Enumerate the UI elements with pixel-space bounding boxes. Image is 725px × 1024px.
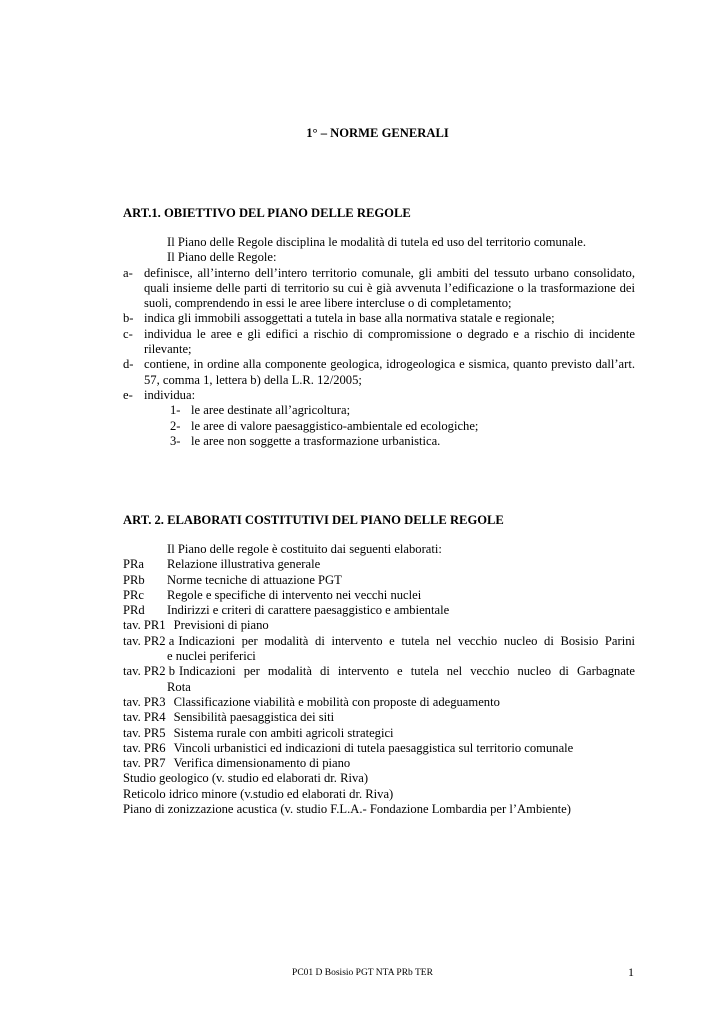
list-item-b (123, 311, 635, 326)
sub-num: 3- (170, 433, 181, 448)
sub-item-2 (123, 419, 635, 434)
tav-row-pr6 (123, 741, 635, 756)
list-text: contiene, in ordine alla componente geologica, idrogeologica e sismica, quanto previsto dall’art. 57, comma 1, lettera b) della L.R. 12/2005; (144, 357, 635, 387)
footer-doc-code: PC01 D Bosisio PGT NTA PRb TER (292, 968, 433, 978)
tav-desc: Sistema rurale con ambiti agricoli strategici (173, 725, 394, 740)
art1-body (123, 235, 635, 449)
tav-code: tav. PR7 (123, 756, 166, 771)
page-number: 1 (628, 965, 634, 979)
tav-row-pr7 (123, 756, 635, 771)
tav-desc: Sensibilità paesaggistica dei siti (173, 710, 335, 725)
chapter-title: 1° – NORME GENERALI (306, 126, 449, 140)
sub-text: le aree destinate all’agricoltura; (191, 403, 351, 418)
doc-code: PRc (123, 587, 144, 602)
sub-text: le aree non soggette a trasformazione urbanistica. (191, 433, 441, 448)
art1-intro-2: Il Piano delle Regole: (167, 250, 277, 265)
list-mark: d- (123, 357, 134, 372)
sub-num: 2- (170, 418, 181, 433)
list-item-c (123, 327, 635, 358)
tav-code: tav. PR5 (123, 725, 166, 740)
sub-item-1 (123, 403, 635, 418)
doc-row-prc (123, 588, 635, 603)
tav-row-pr2a (123, 634, 635, 649)
doc-code: PRb (123, 572, 145, 587)
doc-desc: Regole e specifiche di intervento nei vecchi nuclei (167, 587, 422, 602)
tav-row-pr2a-continued: e nuclei periferici (167, 649, 256, 664)
tav-row-pr2b-continued: Rota (167, 679, 191, 694)
tav-desc: Previsioni di piano (173, 618, 269, 633)
study-reticolo: Reticolo idrico minore (v.studio ed elaborati dr. Riva) (123, 786, 394, 801)
tav-desc: Verifica dimensionamento di piano (173, 756, 351, 771)
list-text: indica gli immobili assoggettati a tutela in base alla normativa statale e regionale; (144, 311, 555, 326)
tav-desc: Indicazioni per modalità di intervento e tutela nel vecchio nucleo di Bosisio Parini (178, 633, 635, 648)
doc-row-prd (123, 603, 635, 618)
doc-desc: Relazione illustrativa generale (167, 557, 321, 572)
doc-row-pra (123, 557, 635, 572)
doc-row-prb (123, 573, 635, 588)
tav-code: tav. PR3 (123, 694, 166, 709)
list-text: individua: (144, 387, 196, 402)
art2-intro: Il Piano delle regole è costituito dai seguenti elaborati: (167, 542, 442, 556)
art1-intro-1: Il Piano delle Regole disciplina le modalità di tutela ed uso del territorio comunale. (167, 235, 586, 249)
tav-code: tav. PR2 b (123, 664, 176, 679)
sub-text: le aree di valore paesaggistico-ambientale ed ecologiche; (191, 418, 479, 433)
art2-body (123, 542, 635, 817)
list-mark: a- (123, 265, 133, 280)
list-text: definisce, all’interno dell’intero territorio comunale, gli ambiti del tessuto urbano consolidato, quali insieme delle parti di territorio su cui è già avvenuta l’edificazione o la trasformazione dei suoli, comprendendo in essi le aree libere intercluse o di completamento; (144, 265, 635, 311)
sub-item-3 (123, 434, 635, 449)
tav-desc: Indicazioni per modalità di intervento e tutela nel vecchio nucleo di Garbagnate (179, 664, 635, 679)
tav-code: tav. PR4 (123, 710, 166, 725)
sub-num: 1- (170, 403, 181, 418)
tav-code: tav. PR6 (123, 740, 166, 755)
tav-row-pr4 (123, 710, 635, 725)
tav-desc: Vincoli urbanistici ed indicazioni di tutela paesaggistica sul territorio comunale (173, 740, 574, 755)
list-mark: b- (123, 311, 134, 326)
list-item-a (123, 266, 635, 312)
study-geologico: Studio geologico (v. studio ed elaborati dr. Riva) (123, 771, 369, 786)
doc-desc: Indirizzi e criteri di carattere paesaggistico e ambientale (167, 603, 450, 618)
tav-row-pr1 (123, 618, 635, 633)
tav-code: tav. PR2 a (123, 633, 175, 648)
study-acustica: Piano di zonizzazione acustica (v. studio F.L.A.- Fondazione Lombardia per l’Ambiente) (123, 802, 571, 817)
doc-code: PRd (123, 603, 145, 618)
tav-row-pr5 (123, 726, 635, 741)
tav-desc: Classificazione viabilità e mobilità con proposte di adeguamento (173, 694, 500, 709)
tav-code: tav. PR1 (123, 618, 166, 633)
art2-heading: ART. 2. ELABORATI COSTITUTIVI DEL PIANO DELLE REGOLE (123, 513, 504, 527)
list-item-e (123, 388, 635, 403)
doc-code: PRa (123, 557, 144, 572)
list-text: individua le aree e gli edifici a rischio di compromissione o degrado e a rischio di incidente rilevante; (144, 326, 635, 357)
art1-heading: ART.1. OBIETTIVO DEL PIANO DELLE REGOLE (123, 206, 411, 220)
list-mark: e- (123, 387, 133, 402)
list-mark: c- (123, 326, 133, 341)
list-item-d (123, 357, 635, 388)
doc-desc: Norme tecniche di attuazione PGT (167, 572, 342, 587)
tav-row-pr2b (123, 664, 635, 679)
tav-row-pr3 (123, 695, 635, 710)
